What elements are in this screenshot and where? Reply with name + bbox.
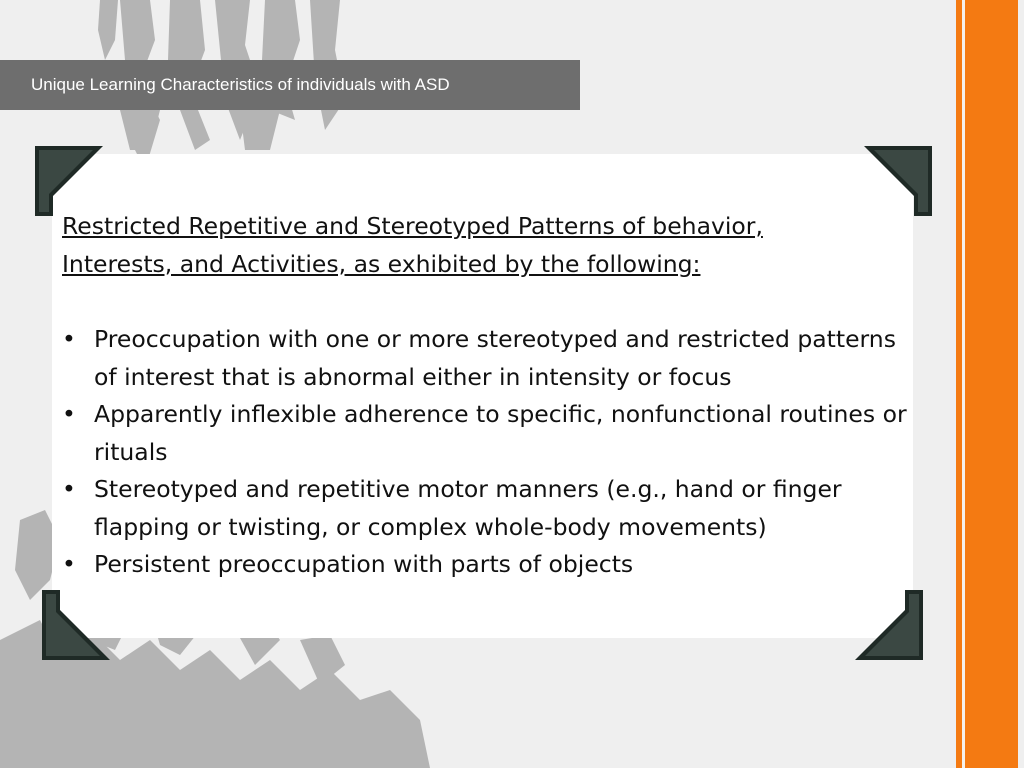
bottom-left-corner-frame: [42, 590, 112, 660]
bullet-text: Persistent preoccupation with parts of objects: [94, 550, 634, 578]
accent-stripe-line: [962, 0, 965, 768]
list-item: [62, 546, 907, 584]
bottom-right-corner-frame: [853, 590, 923, 660]
bullet-icon: •: [62, 400, 76, 428]
top-right-corner-frame: [862, 146, 932, 216]
list-item: [62, 396, 907, 471]
bullet-icon: •: [62, 550, 76, 578]
heading-line-2: Interests, and Activities, as exhibited by the following:: [62, 249, 701, 278]
bullet-icon: •: [62, 475, 76, 503]
bullet-text: Preoccupation with one or more stereotyped and restricted patterns of interest that is abnormal either in intensity or focus: [94, 325, 896, 391]
list-item: [62, 321, 907, 396]
bullet-text: Apparently inflexible adherence to specific, nonfunctional routines or rituals: [94, 400, 907, 466]
content-heading: [62, 208, 862, 283]
accent-stripe: [956, 0, 1018, 768]
bullet-text: Stereotyped and repetitive motor manners (e.g., hand or finger flapping or twisting, or complex whole-body movements): [94, 475, 842, 541]
bullet-list: [62, 321, 907, 584]
slide-title: Unique Learning Characteristics of individuals with ASD: [31, 75, 450, 94]
slide-title-bar: [0, 60, 580, 110]
heading-line-1: Restricted Repetitive and Stereotyped Patterns of behavior,: [62, 212, 763, 240]
top-left-corner-frame: [35, 146, 105, 216]
bullet-icon: •: [62, 325, 76, 353]
list-item: [62, 471, 907, 546]
